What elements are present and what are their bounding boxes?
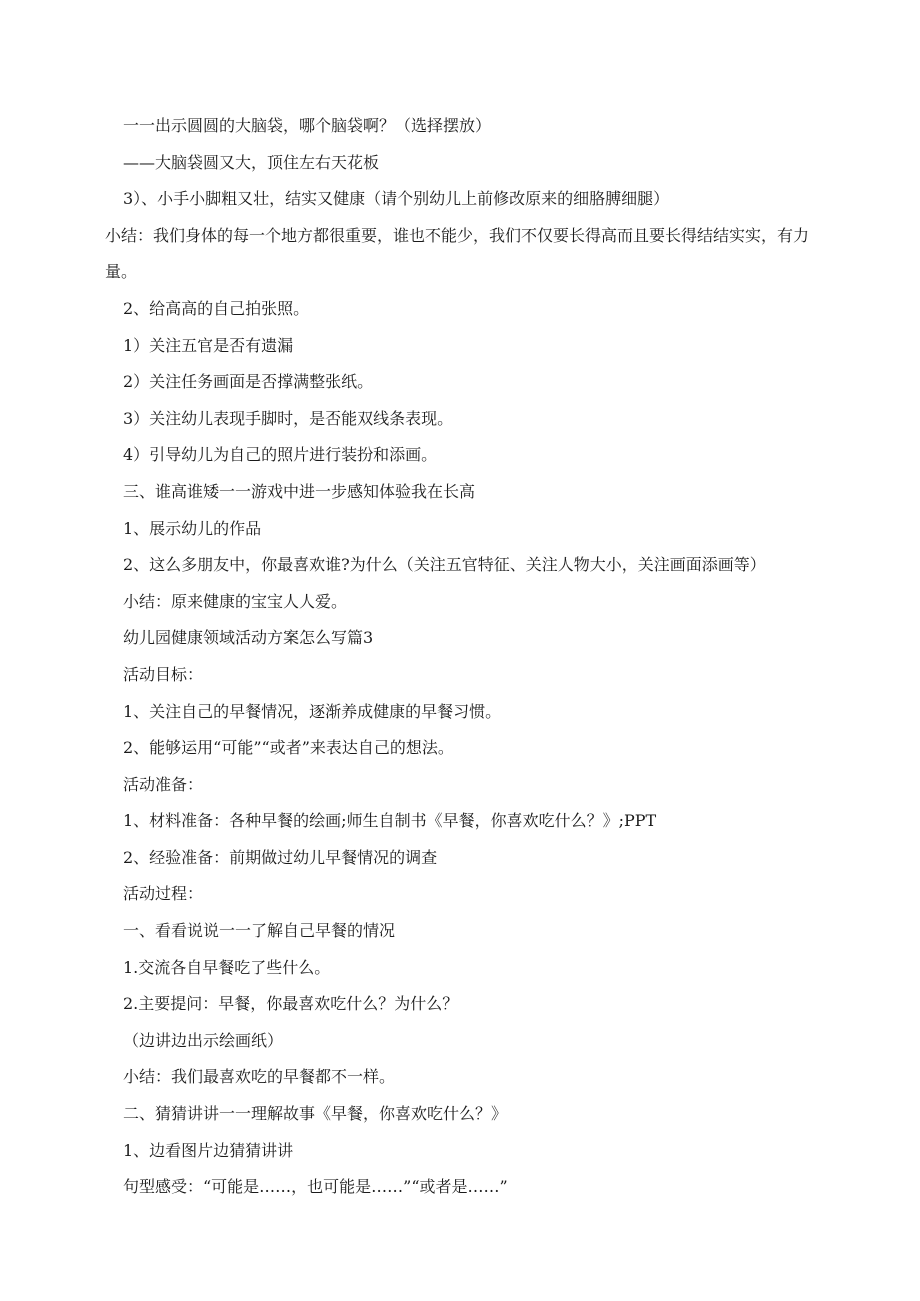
text-line: 2、能够运用“可能”“或者”来表达自己的想法。 [123,738,454,758]
document-body [105,108,813,1206]
text-line: 2、这么多朋友中，你最喜欢谁?为什么（关注五官特征、关注人物大小，关注画面添画等） [123,555,766,575]
text-line: 2）关注任务画面是否撑满整张纸。 [123,372,374,392]
text-line: 1、展示幼儿的作品 [123,518,262,538]
text-line: 1）关注五官是否有遗漏 [123,335,294,355]
text-line: （边讲边出示绘画纸） [123,1030,284,1050]
text-line: 3）关注幼儿表现手脚时，是否能双线条表现。 [123,408,454,428]
section-heading: 活动过程： [123,884,204,904]
text-line: 一一出示圆圆的大脑袋，哪个脑袋啊？（选择摆放） [123,116,492,135]
text-line: 2.主要提问：早餐，你最喜欢吃什么？为什么？ [123,994,459,1014]
text-line: 1、边看图片边猜猜讲讲 [123,1140,294,1160]
text-line: 1.交流各自早餐吃了些什么。 [123,957,331,977]
text-paragraph-wrapped [105,218,813,291]
section-heading: 一、看看说说一一了解自己早餐的情况 [123,921,396,941]
text-line: 1、材料准备：各种早餐的绘画;师生自制书《早餐，你喜欢吃什么？》;PPT [123,811,657,831]
section-heading: 三、谁高谁矮一一游戏中进一步感知体验我在长高 [123,481,476,501]
text-line: 小结：我们身体的每一个地方都很重要，谁也不能少，我们不仅要长得高而且要长得结结实实，有力量。 [105,225,810,282]
text-line: 小结：原来健康的宝宝人人爱。 [123,591,348,611]
text-line: 1、关注自己的早餐情况，逐渐养成健康的早餐习惯。 [123,701,502,721]
section-heading: 二、猜猜讲讲一一理解故事《早餐，你喜欢吃什么？》 [123,1104,508,1124]
text-line: 2、经验准备：前期做过幼儿早餐情况的调查 [123,847,438,867]
text-line: 2、给高高的自己拍张照。 [123,298,310,318]
text-line: 小结：我们最喜欢吃的早餐都不一样。 [123,1067,396,1087]
text-line: 4）引导幼儿为自己的照片进行装扮和添画。 [123,445,438,465]
text-line: 句型感受：“可能是……，也可能是……”“或者是……” [123,1177,508,1197]
text-line: 3）、小手小脚粗又壮，结实又健康（请个别幼儿上前修改原来的细胳膊细腿） [123,189,670,209]
section-heading: 活动准备： [123,774,204,794]
text-line: ——大脑袋圆又大，顶住左右天花板 [123,152,380,172]
document-heading: 幼儿园健康领域活动方案怎么写篇3 [123,628,374,648]
section-heading: 活动目标： [123,664,204,684]
